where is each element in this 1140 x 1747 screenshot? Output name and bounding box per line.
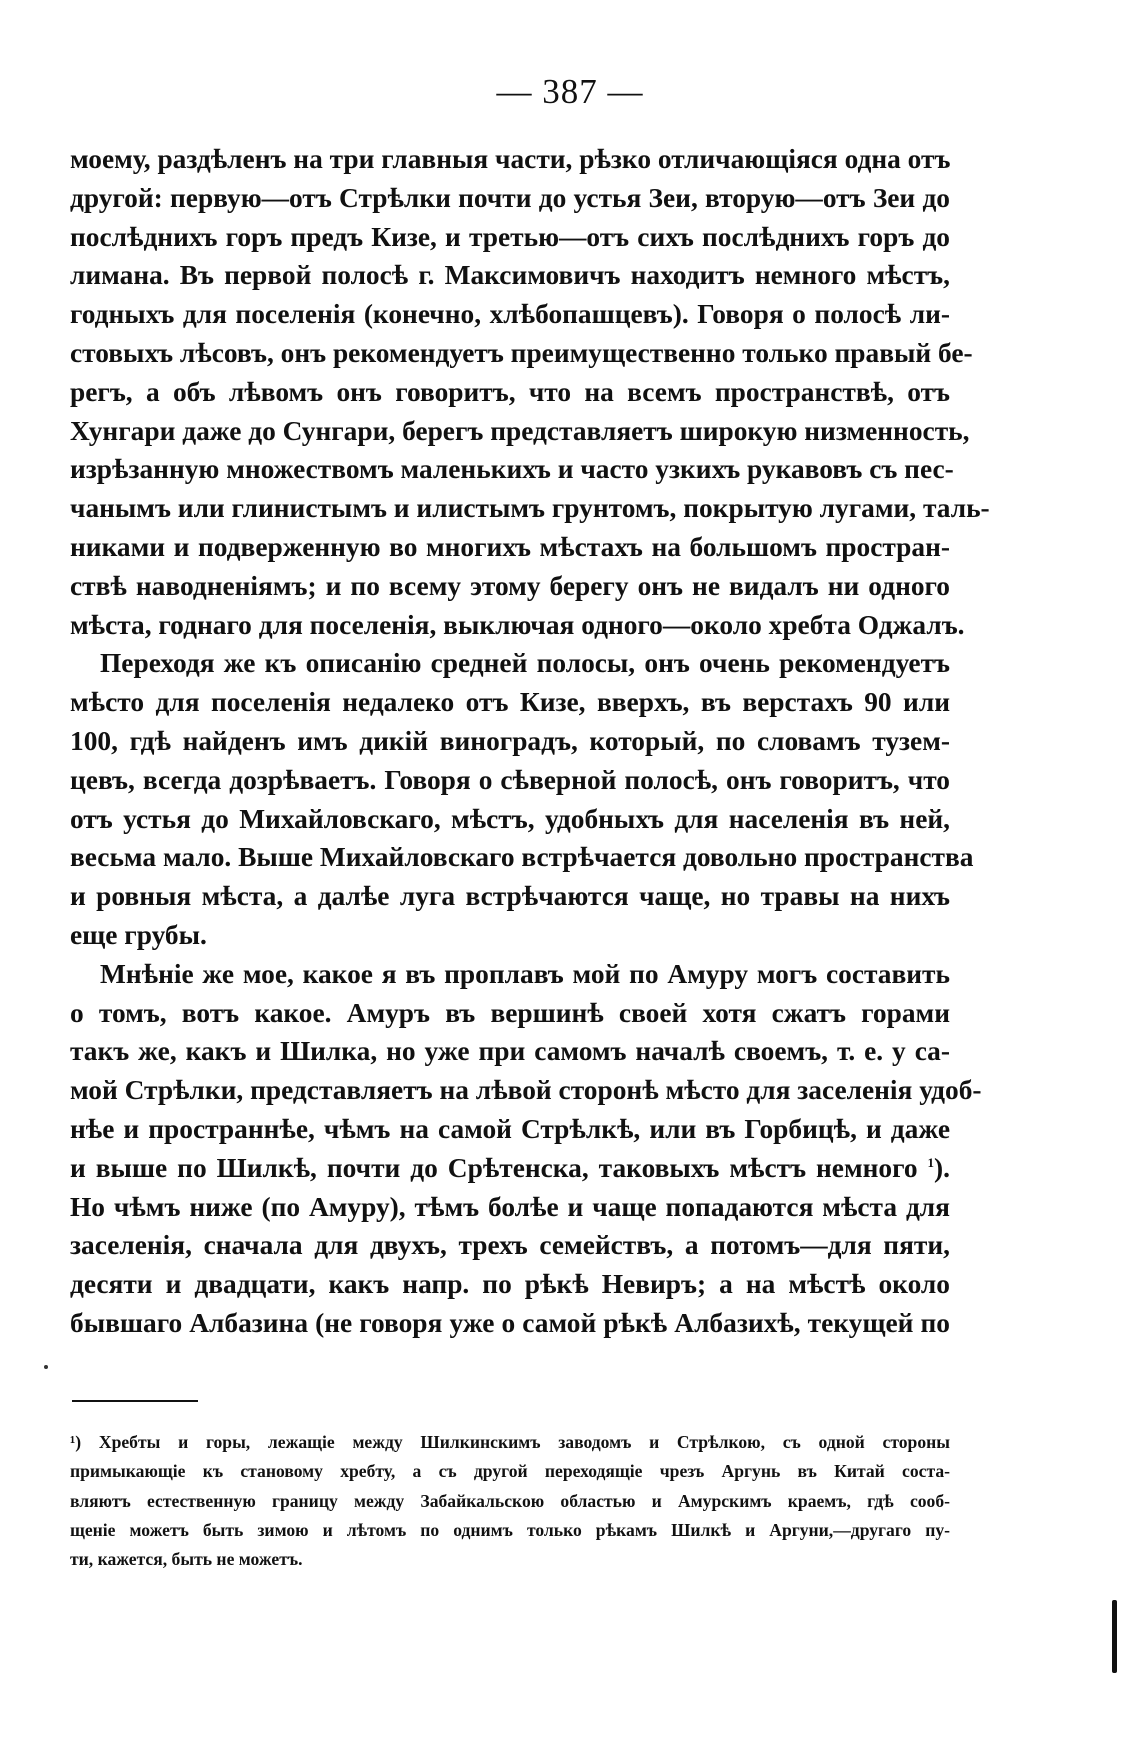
text-line: и ровныя мѣста, а далѣе луга встрѣчаются чаще, но травы на нихъ bbox=[70, 881, 950, 912]
text-line: еще грубы. bbox=[70, 919, 207, 950]
text-line-segment: и выше по Шилкѣ, почти до Срѣтенска, таковыхъ мѣстъ немного bbox=[70, 1152, 918, 1183]
text-line-with-footnote bbox=[70, 1149, 950, 1188]
text-line: годныхъ для поселенія (конечно, хлѣбопашцевъ). Говоря о полосѣ ли- bbox=[70, 299, 950, 330]
footnote-line-text: Хребты и горы, лежащіе между Шилкинскимъ заводомъ и Стрѣлкою, съ одной стороны bbox=[98, 1432, 950, 1452]
text-line: никами и подверженную во многихъ мѣстахъ на большомъ простран- bbox=[70, 531, 950, 562]
text-line: мой Стрѣлки, представляетъ на лѣвой сторонѣ мѣсто для заселенія удоб- bbox=[70, 1075, 982, 1106]
text-line: послѣднихъ горъ предъ Кизе, и третью—отъ сихъ послѣднихъ горъ до bbox=[70, 221, 950, 252]
footnote-marker: ¹) bbox=[70, 1432, 82, 1452]
text-line: заселенія, сначала для двухъ, трехъ семействъ, а потомъ—для пяти, bbox=[70, 1230, 950, 1261]
text-line: стовыхъ лѣсовъ, онъ рекомендуетъ преимущественно только правый бе- bbox=[70, 337, 973, 368]
text-line: Хунгари даже до Сунгари, берегъ представляетъ широкую низменность, bbox=[70, 415, 970, 446]
footnote bbox=[70, 1428, 950, 1574]
text-line: Но чѣмъ ниже (по Амуру), тѣмъ болѣе и чаще попадаются мѣста для bbox=[70, 1191, 950, 1222]
page-number: — 387 — bbox=[496, 72, 644, 111]
text-line: 100, гдѣ найденъ имъ дикій виноградъ, который, по словамъ тузем- bbox=[70, 725, 950, 756]
text-line: о томъ, вотъ какое. Амуръ въ вершинѣ своей хотя сжатъ горами bbox=[70, 997, 950, 1028]
text-line: лимана. Въ первой полосѣ г. Максимовичъ находитъ немного мѣстъ, bbox=[70, 260, 950, 291]
text-line: цевъ, всегда дозрѣваетъ. Говоря о сѣверной полосѣ, онъ говоритъ, что bbox=[70, 764, 950, 795]
paragraph-start-line: Мнѣніе же мое, какое я въ проплавъ мой по Амуру могъ составить bbox=[100, 958, 950, 989]
text-line: моему, раздѣленъ на три главныя части, рѣзко отличающіяся одна отъ bbox=[70, 144, 951, 174]
footnote-line bbox=[70, 1428, 950, 1457]
scan-speck bbox=[44, 1365, 48, 1369]
text-line: мѣсто для поселенія недалеко отъ Кизе, вверхъ, въ верстахъ 90 или bbox=[70, 687, 950, 718]
main-text bbox=[70, 140, 990, 1343]
text-line: другой: первую—отъ Стрѣлки почти до устья Зеи, вторую—отъ Зеи до bbox=[70, 182, 950, 213]
footnote-line: примыкающіе къ становому хребту, а съ другой переходящіе чрезъ Аргунь въ Китай соста- bbox=[70, 1461, 950, 1482]
footnote-reference[interactable]: 1 bbox=[927, 1154, 934, 1170]
text-line: такъ же, какъ и Шилка, но уже при самомъ началѣ своемъ, т. е. у са- bbox=[70, 1036, 950, 1067]
text-line: ствѣ наводненіямъ; и по всему этому берегу онъ не видалъ ни одного bbox=[70, 570, 950, 601]
text-line: десяти и двадцати, какъ напр. по рѣкѣ Невиръ; а на мѣстѣ около bbox=[70, 1269, 950, 1300]
text-line: бывшаго Албазина (не говоря уже о самой рѣкѣ Албазихѣ, текущей по bbox=[70, 1307, 950, 1338]
text-line: регъ, а объ лѣвомъ онъ говоритъ, что на всемъ пространствѣ, отъ bbox=[70, 376, 950, 407]
footnote-line: щеніе можетъ быть зимою и лѣтомъ по однимъ только рѣкамъ Шилкѣ и Аргуни,—другаго пу- bbox=[70, 1519, 950, 1540]
text-line: отъ устья до Михайловскаго, мѣстъ, удобныхъ для населенія въ ней, bbox=[70, 803, 950, 834]
text-line: изрѣзанную множествомъ маленькихъ и часто узкихъ рукавовъ съ пес- bbox=[70, 454, 954, 485]
text-line: мѣста, годнаго для поселенія, выключая одного—около хребта Оджалъ. bbox=[70, 609, 965, 640]
text-line: весьма мало. Выше Михайловскаго встрѣчается довольно пространства bbox=[70, 842, 974, 873]
scan-edge-mark bbox=[1112, 1600, 1117, 1673]
text-line: нѣе и пространнѣе, чѣмъ на самой Стрѣлкѣ, или въ Горбицѣ, и даже bbox=[70, 1113, 950, 1144]
paragraph-start-line: Переходя же къ описанію средней полосы, онъ очень рекомендуетъ bbox=[100, 648, 950, 679]
footnote-line: вляютъ естественную границу между Забайкальскою областью и Амурскимъ краемъ, гдѣ сооб- bbox=[70, 1490, 950, 1511]
text-line: чанымъ или глинистымъ и илистымъ грунтомъ, покрытую лугами, таль- bbox=[70, 493, 990, 524]
footnote-line: ти, кажется, быть не можетъ. bbox=[70, 1549, 303, 1570]
footnote-reference-close: ). bbox=[934, 1152, 950, 1183]
footnote-divider bbox=[72, 1400, 198, 1402]
